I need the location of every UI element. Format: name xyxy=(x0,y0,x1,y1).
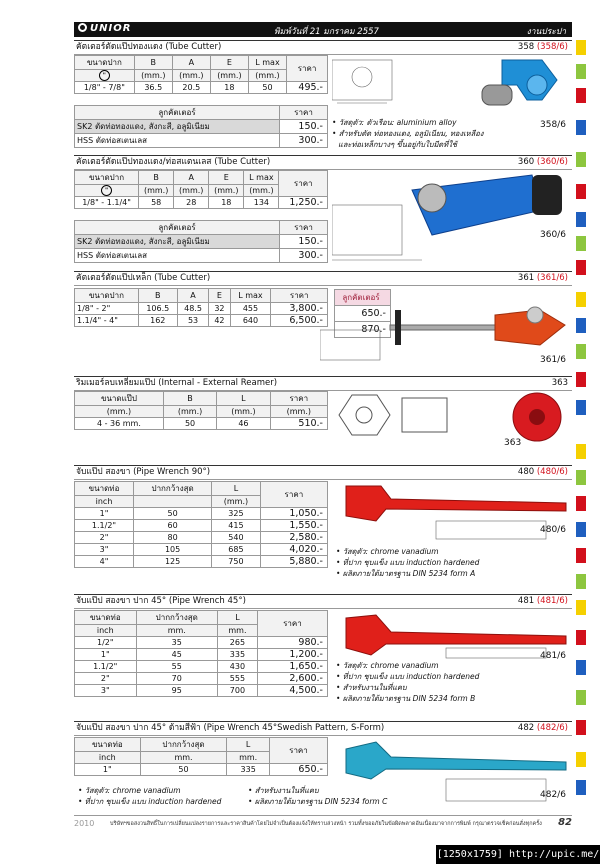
unit: (mm.) xyxy=(174,185,209,197)
cell-l: 415 xyxy=(212,520,261,532)
figure-label-363: 363 xyxy=(504,438,522,448)
note: • ที่ปาก ชุบแข็ง แบบ induction hardened xyxy=(336,672,480,681)
table-row xyxy=(75,303,328,315)
spec-table-363 xyxy=(74,391,328,430)
jaw-icon: " xyxy=(99,70,110,81)
section-code xyxy=(552,377,568,390)
note: • ที่ปาก ชุบแข็ง แบบ induction hardened xyxy=(336,558,480,567)
figure-label-358: 358/6 xyxy=(540,120,566,130)
footer-year: 2010 xyxy=(74,819,95,828)
blade-table-360 xyxy=(74,220,328,263)
cell-size: 1.1/4" - 4" xyxy=(75,315,139,327)
cell-jaw: 80 xyxy=(134,532,212,544)
col-lmax: L max xyxy=(230,289,271,303)
unit: (mm.) xyxy=(209,185,244,197)
col-price: ราคา xyxy=(279,171,328,197)
figure-label-360: 360/6 xyxy=(540,230,566,240)
cell-price: 1,550.- xyxy=(260,520,327,532)
col-price: ราคา xyxy=(270,392,327,406)
table-row xyxy=(75,661,328,673)
side-tab xyxy=(576,120,586,135)
table-row xyxy=(75,685,328,697)
cell-l: 685 xyxy=(212,544,261,556)
col-b: B xyxy=(163,392,216,406)
spec-table-361 xyxy=(74,288,328,327)
side-tab xyxy=(576,40,586,55)
col-lmax: L max xyxy=(248,56,286,70)
cell-a: 48.5 xyxy=(177,303,209,315)
cell-size: 1" xyxy=(75,508,134,520)
side-tab xyxy=(576,522,586,537)
jaw-icon: " xyxy=(101,185,112,196)
cell-price: 1,650.- xyxy=(257,661,327,673)
cell-blade: HSS ตัดท่อสเตนเลส xyxy=(75,249,280,263)
unit: inch xyxy=(75,625,137,637)
cell-size: 1/8" - 7/8" xyxy=(75,82,135,94)
reamer-363-image xyxy=(332,390,572,445)
tube-cutter-360-image xyxy=(332,170,572,265)
section-name: คัตเตอร์ตัดแป๊ปทองแดง/ท่อสแตนเลส (Tube Cutter) xyxy=(76,157,271,167)
code-alt: (480/6) xyxy=(536,467,568,477)
cell-price: 1,050.- xyxy=(260,508,327,520)
unit: (mm.) xyxy=(210,70,248,82)
spec-table-482 xyxy=(74,737,328,776)
section-code xyxy=(518,595,568,608)
cell-lmax: 50 xyxy=(248,82,286,94)
unit: (mm.) xyxy=(244,185,279,197)
cell-price: 6,500.- xyxy=(271,315,328,327)
side-tab xyxy=(576,88,586,103)
cell-size: 1/8" - 2" xyxy=(75,303,139,315)
unit: (mm.) xyxy=(75,406,164,418)
col-e: E xyxy=(210,56,248,70)
cell-l: 325 xyxy=(212,508,261,520)
figure-label-482: 482/6 xyxy=(540,790,566,800)
col-jaw: ปากกว้างสุด xyxy=(136,611,217,625)
cell-b: 36.5 xyxy=(134,82,172,94)
col-price: ราคา xyxy=(257,611,327,637)
section-title-482 xyxy=(74,721,572,736)
cell-blade: SK2 ตัดท่อทองแดง, สังกะสี, อลูมิเนียม xyxy=(75,120,280,134)
note: • วัสดุตัว: ตัวเรือน: aluminium alloy xyxy=(332,118,457,127)
cell-size: 1" xyxy=(75,764,141,776)
cell-price: 2,580.- xyxy=(260,532,327,544)
side-tab xyxy=(576,318,586,333)
cell-size: 2" xyxy=(75,673,137,685)
side-tab xyxy=(576,444,586,459)
code-number: 482 xyxy=(517,723,535,733)
table-row xyxy=(75,520,328,532)
cell-price: 4,020.- xyxy=(260,544,327,556)
side-tab xyxy=(576,400,586,415)
side-tab xyxy=(576,236,586,251)
cell-size: 3" xyxy=(75,685,137,697)
cell-l: 335 xyxy=(217,649,257,661)
col-l: L xyxy=(212,482,261,496)
cell-e: 18 xyxy=(209,197,244,209)
col-price: ราคา xyxy=(280,221,328,235)
cell-price: 150.- xyxy=(280,235,328,249)
cell-price: 3,800.- xyxy=(271,303,328,315)
note: • สำหรับงานในที่แคบ xyxy=(248,786,319,795)
pipe-cutter-361-image xyxy=(320,300,572,370)
cell-size: 4" xyxy=(75,556,134,568)
side-tab xyxy=(576,64,586,79)
side-tab xyxy=(576,660,586,675)
section-code xyxy=(518,41,568,54)
section-name: จับแป๊ป สองขา ปาก 45° ด้ามสีฟ้า (Pipe Wrench 45°Swedish Pattern, S-Form) xyxy=(76,723,385,733)
watermark: [1250x1759] http://upic.me/ xyxy=(436,845,600,864)
table-row xyxy=(75,508,328,520)
side-tab xyxy=(576,496,586,511)
cell-size: 1/2" xyxy=(75,637,137,649)
unit: (mm.) xyxy=(134,70,172,82)
unit: mm. xyxy=(140,752,227,764)
side-tab xyxy=(576,470,586,485)
cell-a: 53 xyxy=(177,315,209,327)
side-tab xyxy=(576,630,586,645)
table-row xyxy=(75,764,328,776)
cell-b: 58 xyxy=(139,197,174,209)
col-blade: ลูกคัตเตอร์ xyxy=(75,221,280,235)
col-l: L xyxy=(217,611,257,625)
unit: inch xyxy=(75,752,141,764)
section-code xyxy=(518,722,568,735)
cell-price: 2,600.- xyxy=(257,673,327,685)
col-price: ราคา xyxy=(271,289,328,303)
brand-logo xyxy=(78,23,131,34)
unit: (mm.) xyxy=(270,406,327,418)
side-tab xyxy=(576,152,586,167)
table-row xyxy=(75,235,328,249)
col-size: ขนาดปาก xyxy=(75,289,139,303)
section-name: คัตเตอร์ตัดแป๊ปทองแดง (Tube Cutter) xyxy=(76,42,222,52)
col-size: ขนาดท่อ xyxy=(75,482,134,496)
section-code xyxy=(518,272,568,285)
col-price: ราคา xyxy=(260,482,327,508)
table-row xyxy=(75,120,328,134)
code-number: 480 xyxy=(517,467,535,477)
cell-blade: HSS ตัดท่อสเตนเลส xyxy=(75,134,280,148)
col-price: ราคา xyxy=(287,56,328,82)
cell-size: 1" xyxy=(75,649,137,661)
col-b: B xyxy=(134,56,172,70)
col-a: A xyxy=(177,289,209,303)
cell-jaw: 35 xyxy=(136,637,217,649)
section-title-481 xyxy=(74,594,572,609)
table-header xyxy=(75,289,328,303)
col-price: ราคา xyxy=(269,738,327,764)
col-e: E xyxy=(209,171,244,185)
note: • ผลิตภายใต้มาตรฐาน DIN 5234 form A xyxy=(336,569,476,578)
col-size: ขนาดปาก xyxy=(75,171,139,185)
col-size: ขนาดแป๊ป xyxy=(75,392,164,406)
blade-price: 870.- xyxy=(335,322,391,338)
tube-cutter-358-image xyxy=(332,55,572,125)
cell-a: 20.5 xyxy=(172,82,210,94)
cell-price: 650.- xyxy=(269,764,327,776)
cell-lmax: 134 xyxy=(244,197,279,209)
unit xyxy=(134,496,212,508)
code-number: 361 xyxy=(517,273,535,283)
cell-l: 750 xyxy=(212,556,261,568)
table-row xyxy=(75,544,328,556)
table-row xyxy=(75,249,328,263)
note: • วัสดุตัว: chrome vanadium xyxy=(336,547,439,556)
notes-482-left xyxy=(78,785,221,807)
cell-l: 700 xyxy=(217,685,257,697)
section-code xyxy=(518,466,568,479)
code-alt: (360/6) xyxy=(536,157,568,167)
unit: mm. xyxy=(227,752,270,764)
category-label: งานประปา xyxy=(526,27,566,37)
section-name: คัตเตอร์ตัดแป๊ปเหล็ก (Tube Cutter) xyxy=(76,273,211,283)
side-tab xyxy=(576,720,586,735)
cell-l: 540 xyxy=(212,532,261,544)
note: • ที่ปาก ชุบแข็ง แบบ induction hardened xyxy=(78,797,222,806)
section-name: จับแป๊ป สองขา ปาก 45° (Pipe Wrench 45°) xyxy=(76,596,246,606)
note: • ผลิตภายใต้มาตรฐาน DIN 5234 form C xyxy=(248,797,388,806)
cell-size: 4 - 36 mm. xyxy=(75,418,164,430)
blade-header: ลูกคัตเตอร์ xyxy=(335,290,391,306)
col-l: L xyxy=(227,738,270,752)
note: • ผลิตภายใต้มาตรฐาน DIN 5234 form B xyxy=(336,694,476,703)
code-number: 360 xyxy=(517,157,535,167)
table-row xyxy=(75,673,328,685)
cell-price: 5,880.- xyxy=(260,556,327,568)
cell-a: 28 xyxy=(174,197,209,209)
side-tab xyxy=(576,344,586,359)
code-alt: (482/6) xyxy=(536,723,568,733)
note: • วัสดุตัว: chrome vanadium xyxy=(336,661,439,670)
jaw-icon-cell xyxy=(75,70,135,82)
code-alt: (361/6) xyxy=(536,273,568,283)
notes-481 xyxy=(336,660,479,704)
table-row xyxy=(75,418,328,430)
pipe-wrench-480-image xyxy=(336,481,572,546)
cell-jaw: 105 xyxy=(134,544,212,556)
cell-size: 1/8" - 1.1/4" xyxy=(75,197,139,209)
cell-jaw: 60 xyxy=(134,520,212,532)
pipe-wrench-481-image xyxy=(336,610,572,660)
section-title-358 xyxy=(74,40,572,55)
col-size: ขนาดท่อ xyxy=(75,738,141,752)
spec-table-481 xyxy=(74,610,328,697)
table-header xyxy=(75,738,328,752)
note: และท่อเหล็กบางๆ ขึ้นอยู่กับใบมีดที่ใช้ xyxy=(338,140,457,149)
table-header xyxy=(75,611,328,625)
unit: (mm.) xyxy=(248,70,286,82)
section-title-360 xyxy=(74,155,572,170)
cell-lmax: 640 xyxy=(230,315,271,327)
cell-jaw: 50 xyxy=(134,508,212,520)
unit: (mm.) xyxy=(163,406,216,418)
table-row xyxy=(75,315,328,327)
table-header xyxy=(75,106,328,120)
unit: (mm.) xyxy=(212,496,261,508)
note: • สำหรับตัด ท่อทองแดง, อลูมิเนียม, ทองเหลือง xyxy=(332,129,484,138)
cell-size: 2" xyxy=(75,532,134,544)
section-name: จับแป๊ป สองขา (Pipe Wrench 90°) xyxy=(76,467,211,477)
footer-disclaimer: บริษัทฯขอสงวนสิทธิ์ในการเปลี่ยนแปลงรายการและราคาสินค้าโดยไม่จำเป็นต้องแจ้งให้ทราบล่วงหน้า รวมทั้งขออภัยในข้อผิดพลาดอันเนื่องมาจากการพิมพ์ กรุณาตรวจเช็คก่อนสั่งทุกครั้ง xyxy=(110,821,542,827)
table-row xyxy=(75,649,328,661)
col-a: A xyxy=(174,171,209,185)
unit: (mm.) xyxy=(217,406,270,418)
col-size: ขนาดท่อ xyxy=(75,611,137,625)
table-row xyxy=(75,82,328,94)
cell-size: 3" xyxy=(75,544,134,556)
col-price: ราคา xyxy=(280,106,328,120)
cell-jaw: 125 xyxy=(134,556,212,568)
cell-jaw: 95 xyxy=(136,685,217,697)
side-tab xyxy=(576,548,586,563)
col-size: ขนาดปาก xyxy=(75,56,135,70)
cell-e: 42 xyxy=(209,315,230,327)
side-tab xyxy=(576,260,586,275)
unit: (mm.) xyxy=(172,70,210,82)
col-e: E xyxy=(209,289,230,303)
section-name: ริมเมอร์ลบเหลี่ยมแป๊ป (Internal - External Reamer) xyxy=(76,378,278,388)
cell-jaw: 70 xyxy=(136,673,217,685)
cell-e: 32 xyxy=(209,303,230,315)
table-row xyxy=(75,532,328,544)
code-number: 363 xyxy=(551,378,568,388)
figure-label-361: 361/6 xyxy=(540,355,566,365)
code-alt: (481/6) xyxy=(536,596,568,606)
cell-l: 46 xyxy=(217,418,270,430)
cell-jaw: 50 xyxy=(140,764,227,776)
side-tab xyxy=(576,600,586,615)
spec-table-360 xyxy=(74,170,328,209)
col-a: A xyxy=(172,56,210,70)
table-header xyxy=(75,56,328,70)
table-header xyxy=(75,406,328,418)
note: • สำหรับงานในที่แคบ xyxy=(336,683,407,692)
cell-e: 18 xyxy=(210,82,248,94)
cell-size: 1.1/2" xyxy=(75,661,137,673)
cell-lmax: 455 xyxy=(230,303,271,315)
code-alt: (358/6) xyxy=(536,42,568,52)
col-jaw: ปากกว้างสุด xyxy=(140,738,227,752)
col-b: B xyxy=(139,171,174,185)
cell-blade: SK2 ตัดท่อทองแดง, สังกะสี, อลูมิเนียม xyxy=(75,235,280,249)
cell-price: 510.- xyxy=(270,418,327,430)
table-header xyxy=(75,482,328,496)
print-date: พิมพ์วันที่ 21 มกราคม 2557 xyxy=(274,27,379,37)
cell-jaw: 45 xyxy=(136,649,217,661)
gear-icon xyxy=(78,23,87,32)
side-tab xyxy=(576,372,586,387)
cell-b: 162 xyxy=(138,315,177,327)
page-number: 82 xyxy=(558,817,572,828)
table-header xyxy=(75,392,328,406)
table-row xyxy=(75,556,328,568)
col-lmax: L max xyxy=(244,171,279,185)
col-jaw: ปากกว้างสุด xyxy=(134,482,212,496)
note: • วัสดุตัว: chrome vanadium xyxy=(78,786,181,795)
spec-table-480 xyxy=(74,481,328,568)
side-tab xyxy=(576,752,586,767)
header-bar xyxy=(74,22,572,37)
code-number: 481 xyxy=(517,596,535,606)
pipe-wrench-482-image xyxy=(336,737,572,807)
blade-table-358 xyxy=(74,105,328,148)
figure-label-481: 481/6 xyxy=(540,651,566,661)
side-tab xyxy=(576,574,586,589)
figure-label-480: 480/6 xyxy=(540,525,566,535)
col-b: B xyxy=(138,289,177,303)
table-row xyxy=(75,197,328,209)
cell-b: 50 xyxy=(163,418,216,430)
col-blade: ลูกคัตเตอร์ xyxy=(75,106,280,120)
table-row xyxy=(75,134,328,148)
notes-480 xyxy=(336,546,479,579)
unit: mm. xyxy=(136,625,217,637)
side-tab xyxy=(576,184,586,199)
col-l: L xyxy=(217,392,270,406)
cell-price: 980.- xyxy=(257,637,327,649)
cell-price: 1,250.- xyxy=(279,197,328,209)
unit: inch xyxy=(75,496,134,508)
cell-price: 300.- xyxy=(280,134,328,148)
table-row xyxy=(75,637,328,649)
cell-price: 1,200.- xyxy=(257,649,327,661)
cell-b: 106.5 xyxy=(138,303,177,315)
side-tab xyxy=(576,292,586,307)
cell-price: 4,500.- xyxy=(257,685,327,697)
blade-price: 650.- xyxy=(335,306,391,322)
unit: (mm.) xyxy=(139,185,174,197)
unit: mm. xyxy=(217,625,257,637)
table-header xyxy=(75,221,328,235)
brand-name: UNIOR xyxy=(90,23,132,34)
section-code xyxy=(518,156,568,169)
cell-l: 555 xyxy=(217,673,257,685)
spec-table-358 xyxy=(74,55,328,94)
code-number: 358 xyxy=(517,42,535,52)
footer xyxy=(74,815,572,830)
side-tab xyxy=(576,212,586,227)
cell-size: 1.1/2" xyxy=(75,520,134,532)
section-title-361 xyxy=(74,271,572,286)
cell-l: 430 xyxy=(217,661,257,673)
side-tab xyxy=(576,780,586,795)
cell-price: 495.- xyxy=(287,82,328,94)
cell-l: 335 xyxy=(227,764,270,776)
cell-price: 300.- xyxy=(280,249,328,263)
section-title-363 xyxy=(74,376,572,391)
side-tab xyxy=(576,690,586,705)
cell-l: 265 xyxy=(217,637,257,649)
cell-price: 150.- xyxy=(280,120,328,134)
table-header xyxy=(75,171,328,185)
cell-jaw: 55 xyxy=(136,661,217,673)
section-title-480 xyxy=(74,465,572,480)
jaw-icon-cell xyxy=(75,185,139,197)
